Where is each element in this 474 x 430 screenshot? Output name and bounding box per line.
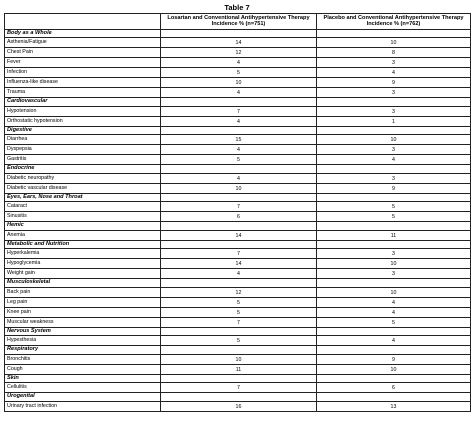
placebo-incidence-cell: 9 — [317, 354, 471, 364]
table-row — [5, 336, 471, 346]
placebo-incidence-cell: 3 — [317, 88, 471, 98]
losartan-incidence-cell: 5 — [161, 307, 317, 317]
table-row — [5, 106, 471, 116]
category-empty-cell — [161, 29, 317, 38]
category-empty-cell — [161, 126, 317, 135]
placebo-incidence-cell: 10 — [317, 259, 471, 269]
table-row — [5, 58, 471, 68]
losartan-incidence-cell: 12 — [161, 48, 317, 58]
losartan-incidence-cell: 7 — [161, 317, 317, 327]
placebo-incidence-cell: 3 — [317, 106, 471, 116]
losartan-incidence-cell: 4 — [161, 58, 317, 68]
placebo-incidence-cell: 4 — [317, 68, 471, 78]
table-row — [5, 202, 471, 212]
category-label: Urogenital — [5, 393, 161, 402]
category-empty-cell — [317, 29, 471, 38]
category-label: Cardiovascular — [5, 98, 161, 107]
category-empty-cell — [317, 374, 471, 383]
adverse-events-table — [4, 13, 471, 412]
header-row — [5, 14, 471, 30]
losartan-incidence-cell: 7 — [161, 106, 317, 116]
category-label: Eyes, Ears, Nose and Throat — [5, 193, 161, 202]
placebo-incidence-cell: 3 — [317, 145, 471, 155]
header-losartan: Losartan and Conventional Antihypertensive Therapy Incidence % (n=751) — [161, 14, 317, 30]
category-label: Musculoskeletal — [5, 279, 161, 288]
event-name-cell: Dyspepsia — [5, 145, 161, 155]
table-row — [5, 287, 471, 297]
category-label: Hemic — [5, 222, 161, 231]
category-empty-cell — [317, 98, 471, 107]
category-empty-cell — [317, 327, 471, 336]
losartan-incidence-cell: 14 — [161, 259, 317, 269]
event-name-cell: Hypoglycemia — [5, 259, 161, 269]
event-name-cell: Infection — [5, 68, 161, 78]
losartan-incidence-cell: 10 — [161, 354, 317, 364]
category-empty-cell — [317, 193, 471, 202]
placebo-incidence-cell: 3 — [317, 58, 471, 68]
category-empty-cell — [317, 240, 471, 249]
table-row — [5, 68, 471, 78]
event-name-cell: Weight gain — [5, 269, 161, 279]
losartan-incidence-cell: 16 — [161, 401, 317, 411]
losartan-incidence-cell: 4 — [161, 116, 317, 126]
category-empty-cell — [161, 98, 317, 107]
event-name-cell: Muscular weakness — [5, 317, 161, 327]
table-row — [5, 135, 471, 145]
category-row — [5, 165, 471, 174]
category-row — [5, 279, 471, 288]
category-row — [5, 98, 471, 107]
category-label: Digestive — [5, 126, 161, 135]
placebo-incidence-cell: 4 — [317, 336, 471, 346]
placebo-incidence-cell: 3 — [317, 269, 471, 279]
losartan-incidence-cell: 4 — [161, 145, 317, 155]
placebo-incidence-cell: 11 — [317, 230, 471, 240]
event-name-cell: Hypesthesia — [5, 336, 161, 346]
losartan-incidence-cell: 7 — [161, 249, 317, 259]
category-empty-cell — [161, 165, 317, 174]
event-name-cell: Asthenia/Fatigue — [5, 38, 161, 48]
category-empty-cell — [161, 346, 317, 355]
losartan-incidence-cell: 5 — [161, 68, 317, 78]
table-title: Table 7 — [224, 3, 250, 12]
event-name-cell: Gastritis — [5, 155, 161, 165]
table-row — [5, 269, 471, 279]
losartan-incidence-cell: 14 — [161, 230, 317, 240]
losartan-incidence-cell: 7 — [161, 383, 317, 393]
category-empty-cell — [317, 279, 471, 288]
event-name-cell: Cellulitis — [5, 383, 161, 393]
table-row — [5, 297, 471, 307]
event-name-cell: Influenza-like disease — [5, 78, 161, 88]
table-row — [5, 155, 471, 165]
category-row — [5, 346, 471, 355]
table-row — [5, 173, 471, 183]
losartan-incidence-cell: 5 — [161, 155, 317, 165]
event-name-cell: Urinary tract infection — [5, 401, 161, 411]
category-row — [5, 374, 471, 383]
placebo-incidence-cell: 5 — [317, 212, 471, 222]
losartan-incidence-cell: 7 — [161, 202, 317, 212]
table-row — [5, 307, 471, 317]
placebo-incidence-cell: 10 — [317, 287, 471, 297]
table-row — [5, 78, 471, 88]
category-empty-cell — [161, 222, 317, 231]
placebo-incidence-cell: 13 — [317, 401, 471, 411]
table-row — [5, 249, 471, 259]
header-blank — [5, 14, 161, 30]
losartan-incidence-cell: 6 — [161, 212, 317, 222]
table-row — [5, 116, 471, 126]
category-row — [5, 393, 471, 402]
event-name-cell: Bronchitis — [5, 354, 161, 364]
placebo-incidence-cell: 9 — [317, 78, 471, 88]
table-body — [5, 29, 471, 411]
placebo-incidence-cell: 10 — [317, 38, 471, 48]
table-row — [5, 183, 471, 193]
category-empty-cell — [161, 240, 317, 249]
table-row — [5, 38, 471, 48]
category-label: Body as a Whole — [5, 29, 161, 38]
table-row — [5, 383, 471, 393]
category-label: Metabolic and Nutrition — [5, 240, 161, 249]
table-row — [5, 364, 471, 374]
event-name-cell: Hyperkalemia — [5, 249, 161, 259]
category-row — [5, 327, 471, 336]
event-name-cell: Diarrhea — [5, 135, 161, 145]
category-row — [5, 240, 471, 249]
event-name-cell: Orthostatic hypotension — [5, 116, 161, 126]
placebo-incidence-cell: 3 — [317, 249, 471, 259]
category-empty-cell — [161, 193, 317, 202]
category-empty-cell — [317, 165, 471, 174]
placebo-incidence-cell: 10 — [317, 135, 471, 145]
category-empty-cell — [317, 346, 471, 355]
placebo-incidence-cell: 9 — [317, 183, 471, 193]
losartan-incidence-cell: 4 — [161, 173, 317, 183]
table-row — [5, 48, 471, 58]
table-row — [5, 401, 471, 411]
losartan-incidence-cell: 12 — [161, 287, 317, 297]
losartan-incidence-cell: 5 — [161, 297, 317, 307]
placebo-incidence-cell: 10 — [317, 364, 471, 374]
event-name-cell: Leg pain — [5, 297, 161, 307]
placebo-incidence-cell: 4 — [317, 297, 471, 307]
document — [4, 3, 470, 412]
losartan-incidence-cell: 4 — [161, 269, 317, 279]
placebo-incidence-cell: 3 — [317, 173, 471, 183]
placebo-incidence-cell: 4 — [317, 155, 471, 165]
category-label: Nervous System — [5, 327, 161, 336]
placebo-incidence-cell: 5 — [317, 317, 471, 327]
category-row — [5, 29, 471, 38]
category-row — [5, 126, 471, 135]
event-name-cell: Cough — [5, 364, 161, 374]
losartan-incidence-cell: 10 — [161, 78, 317, 88]
event-name-cell: Back pain — [5, 287, 161, 297]
event-name-cell: Fever — [5, 58, 161, 68]
table-row — [5, 354, 471, 364]
category-empty-cell — [161, 393, 317, 402]
placebo-incidence-cell: 6 — [317, 383, 471, 393]
table-row — [5, 88, 471, 98]
category-label: Skin — [5, 374, 161, 383]
event-name-cell: Cataract — [5, 202, 161, 212]
category-empty-cell — [317, 222, 471, 231]
category-label: Respiratory — [5, 346, 161, 355]
event-name-cell: Hypotension — [5, 106, 161, 116]
event-name-cell: Chest Pain — [5, 48, 161, 58]
category-empty-cell — [161, 279, 317, 288]
category-empty-cell — [317, 393, 471, 402]
header-placebo: Placebo and Conventional Antihypertensive Therapy Incidence % (n=762) — [317, 14, 471, 30]
table-row — [5, 212, 471, 222]
table-row — [5, 145, 471, 155]
event-name-cell: Anemia — [5, 230, 161, 240]
losartan-incidence-cell: 10 — [161, 183, 317, 193]
losartan-incidence-cell: 15 — [161, 135, 317, 145]
placebo-incidence-cell: 5 — [317, 202, 471, 212]
losartan-incidence-cell: 5 — [161, 336, 317, 346]
placebo-incidence-cell: 4 — [317, 307, 471, 317]
category-row — [5, 193, 471, 202]
losartan-incidence-cell: 4 — [161, 88, 317, 98]
category-empty-cell — [161, 374, 317, 383]
category-empty-cell — [161, 327, 317, 336]
event-name-cell: Sinusitis — [5, 212, 161, 222]
event-name-cell: Diabetic vascular disease — [5, 183, 161, 193]
event-name-cell: Diabetic neuropathy — [5, 173, 161, 183]
table-row — [5, 317, 471, 327]
losartan-incidence-cell: 14 — [161, 38, 317, 48]
category-empty-cell — [317, 126, 471, 135]
placebo-incidence-cell: 8 — [317, 48, 471, 58]
category-label: Endocrine — [5, 165, 161, 174]
event-name-cell: Knee pain — [5, 307, 161, 317]
category-row — [5, 222, 471, 231]
losartan-incidence-cell: 11 — [161, 364, 317, 374]
table-row — [5, 230, 471, 240]
table-row — [5, 259, 471, 269]
placebo-incidence-cell: 1 — [317, 116, 471, 126]
event-name-cell: Trauma — [5, 88, 161, 98]
